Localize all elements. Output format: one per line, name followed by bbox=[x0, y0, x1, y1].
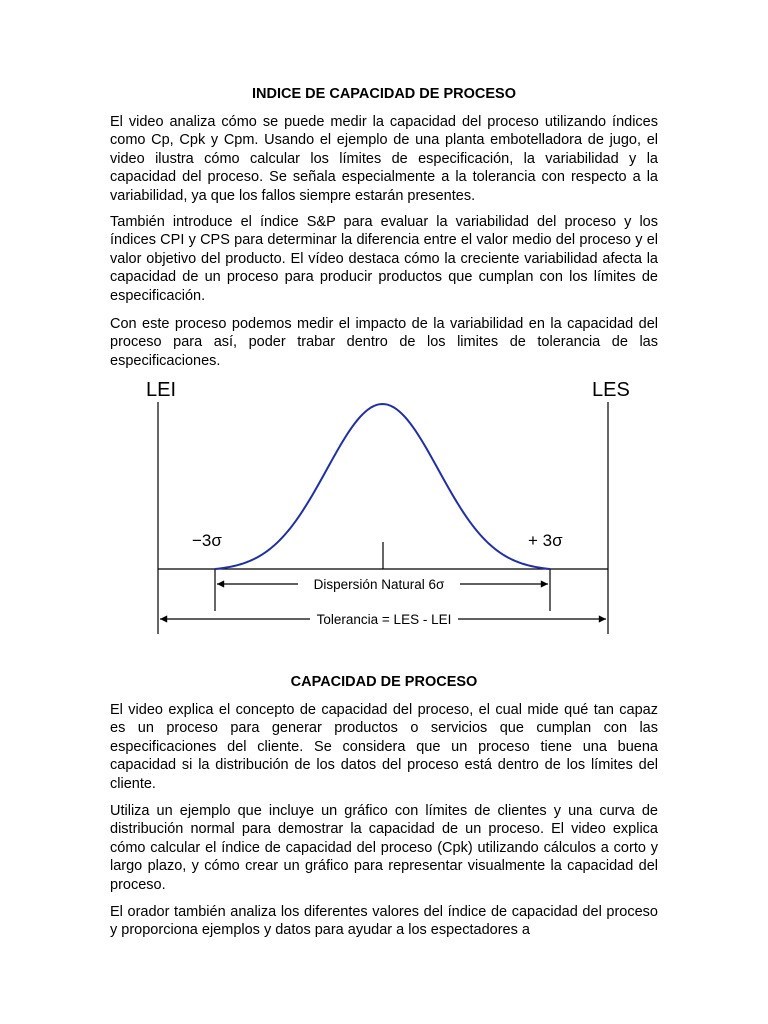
les-label: LES bbox=[592, 379, 630, 401]
paragraph-ejemplo: Utiliza un ejemplo que incluye un gráfico con límites de clientes y una curva de distribución normal para demostrar la capacidad de un proceso. El video explica cómo calcular el índice de capacidad del proceso (Cpk) utilizando cálculos a corto y largo plazo, y cómo crear un gráfico para representar visualmente la capacidad del proceso. bbox=[110, 803, 658, 893]
minus-3sigma-label: −3σ bbox=[192, 531, 222, 550]
section-title-capacidad: CAPACIDAD DE PROCESO bbox=[290, 674, 478, 690]
tolerance-label: Tolerancia = LES - LEI bbox=[316, 612, 452, 627]
paragraph-intro: El video analiza cómo se puede medir la capacidad del proceso utilizando índices como Cp, Cpk y Cpm. Usando el ejemplo de una planta embotelladora de jugo, el video ilustra cómo calcular los límites de especificación, la variabilidad y la capacidad del proceso. Se señala especialmente a la tolerancia con respecto a la variabilidad, ya que los fallos siempre estarán presentes. bbox=[110, 114, 658, 204]
paragraph-impacto: Con este proceso podemos medir el impacto de la variabilidad en la capacidad del proceso para así, poder trabar dentro de los limites de tolerancia de las especificaciones. bbox=[110, 316, 658, 369]
dispersion-label: Dispersión Natural 6σ bbox=[313, 577, 445, 592]
plus-3sigma-label: + 3σ bbox=[528, 531, 563, 550]
paragraph-orador: El orador también analiza los diferentes valores del índice de capacidad del proceso y proporciona ejemplos y datos para ayudar a los espectadores a bbox=[110, 904, 658, 939]
capability-diagram bbox=[130, 372, 630, 640]
lei-label: LEI bbox=[146, 379, 177, 401]
paragraph-concepto: El video explica el concepto de capacidad del proceso, el cual mide qué tan capaz es un proceso para generar productos o servicios que cumplan con las especificaciones del cliente. Se considera que un proceso tiene una buena capacidad si la distribución de los datos del proceso está dentro de los límites del cliente. bbox=[110, 702, 658, 792]
paragraph-indices: También introduce el índice S&P para evaluar la variabilidad del proceso y los índices CPI y CPS para determinar la diferencia entre el valor medio del proceso y el valor objetivo del producto. El vídeo destaca cómo la creciente variabilidad afecta la capacidad de un proceso para producir productos que cumplan con los límites de especificación. bbox=[110, 214, 658, 304]
section-title-indice: INDICE DE CAPACIDAD DE PROCESO bbox=[252, 86, 516, 102]
